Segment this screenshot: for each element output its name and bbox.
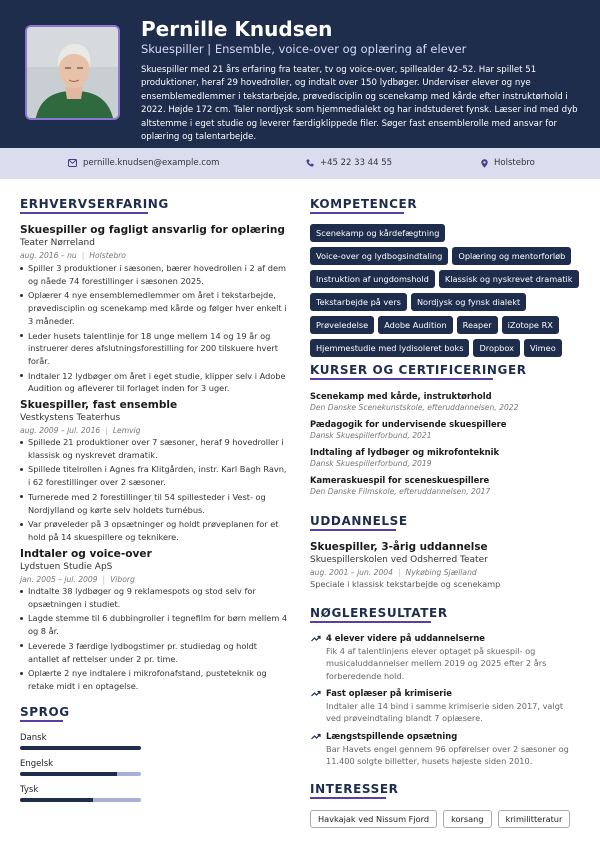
language-level-bar	[20, 798, 141, 802]
job-bullet: Spiller 3 produktioner i sæsonen, bærer hovedrollen i 2 af dem og nåede 74 forestillinger i sæsonen 2025.	[20, 262, 290, 287]
job-company: Teater Nørreland	[20, 238, 95, 248]
results-underline	[310, 621, 431, 623]
result-title: Fast oplæser på krimiserie	[326, 688, 452, 698]
skill-chip: Nordjysk og fynsk dialekt	[411, 293, 526, 311]
phone-text: +45 22 33 44 55	[320, 158, 393, 168]
course-title: Scenekamp med kårde, instruktørhold	[310, 391, 492, 401]
interests-underline	[310, 797, 386, 799]
language-name: Engelsk	[20, 759, 54, 769]
skill-chip: Reaper	[457, 316, 498, 334]
education-meta: aug. 2001 – jun. 2004 | Nykøbing Sjælland	[310, 568, 477, 577]
job-dates: jan. 2005 – jul. 2009	[20, 575, 98, 584]
contact-bar	[0, 148, 600, 179]
job-bullet: Leder husets talentlinje for 18 unge mellem 14 og 19 år og instruerer deres afslutningsforestilling for 200 tilskuere hvert forår.	[20, 330, 290, 368]
result-title: 4 elever videre på uddannelserne	[326, 633, 485, 643]
portrait-image	[27, 27, 120, 120]
skills-list	[310, 224, 585, 357]
skill-chip: Klassisk og nyskrevet dramatik	[439, 270, 579, 288]
job-bullet: Indtaler 12 lydbøger om året i eget studie, klipper selv i Adobe Audition og afleverer til forlaget inden for 3 uger.	[20, 370, 290, 395]
result-description: Indtaler alle 14 bind i samme krimiserie siden 2017, valgt ved prøveindtaling blandt 7 oplæsere.	[326, 701, 564, 724]
job-title: Skuespiller, fast ensemble	[20, 399, 178, 411]
job-location: Lemvig	[112, 426, 141, 435]
phone-icon	[306, 159, 314, 167]
course-provider: Den Danske Scenekunstskole, efteruddannelsen, 2022	[310, 403, 519, 412]
skill-chip: Prøveledelse	[310, 316, 374, 334]
profile-summary: Skuespiller med 21 års erfaring fra teater, tv og voice-over, spillealder 42–52. Har spillet 51 produktioner, heraf 29 hovedroller, og indtalt over 150 lydbøger. Underviser elever og nye ensemblemedlemmer i tekstarbejde, prøvedisciplin og scenekamp med kårde efter instruktørhold i 2022. Højde 172 cm. Taler nordjysk som hjemmedialekt og har indstuderet fynsk. Læser ind med dyb altstemme i eget studie og leverer færdigklippede filer. Søger fast ensemblerolle med ansvar for oplæring og talentarbejde.	[141, 65, 578, 143]
skill-chip: Vimeo	[524, 339, 562, 357]
mail-icon	[68, 159, 77, 167]
job-bullet: Leverede 3 færdige lydbogstimer pr. studiedag og holdt antallet af rettelser under 2 pr. time.	[20, 640, 290, 665]
job-bullet: Spillede titelrollen i Agnes fra Klitgården, instr. Karl Bagh Ravn, i 62 forestillinger over 2 sæsoner.	[20, 463, 290, 488]
trend-up-icon	[311, 634, 321, 642]
interests-heading: INTERESSER	[310, 782, 399, 796]
contact-email[interactable]	[68, 157, 219, 169]
result-title: Længstspillende opsætning	[326, 731, 458, 741]
skill-chip: Dropbox	[473, 339, 520, 357]
languages-heading: SPROG	[20, 705, 70, 719]
candidate-name: Pernille Knudsen	[141, 17, 333, 41]
interest-tag: korsang	[443, 810, 492, 828]
interest-tag: krimilitteratur	[498, 810, 571, 828]
experience-underline	[20, 212, 148, 214]
candidate-role: Skuespiller | Ensemble, voice-over og oplæring af elever	[141, 42, 467, 56]
skill-chip: Scenekamp og kårdefægtning	[310, 224, 445, 242]
job-company: Lydstuen Studie ApS	[20, 562, 113, 572]
course-provider: Dansk Skuespillerforbund, 2019	[310, 459, 432, 468]
job-location: Viborg	[110, 575, 135, 584]
skill-chip: Hjemmestudie med lydisoleret boks	[310, 339, 469, 357]
job-title: Indtaler og voice-over	[20, 548, 152, 560]
language-level-bar	[20, 746, 141, 750]
profile-photo	[25, 25, 120, 120]
course-title: Indtaling af lydbøger og mikrofonteknik	[310, 447, 500, 457]
education-degree: Skuespiller, 3-årig uddannelse	[310, 541, 488, 553]
result-description: Bar Havets engel gennem 96 opførelser over 2 sæsoner og 11.400 solgte billetter, husets højeste siden 2010.	[326, 744, 569, 767]
job-dates: aug. 2009 – jul. 2016	[20, 426, 101, 435]
skill-chip: Instruktion af ungdomshold	[310, 270, 435, 288]
job-bullets	[20, 436, 290, 546]
experience-heading: ERHVERVSERFARING	[20, 197, 169, 211]
trend-up-icon	[311, 689, 321, 697]
courses-underline	[310, 378, 493, 380]
courses-heading: KURSER OG CERTIFICERINGER	[310, 363, 527, 377]
education-description: Speciale i klassisk tekstarbejde og scenekamp	[310, 579, 501, 589]
job-meta: aug. 2016 – nu | Holstebro	[20, 251, 126, 260]
skill-chip: Oplæring og mentorforløb	[452, 247, 571, 265]
header	[0, 0, 600, 148]
email-text: pernille.knudsen@example.com	[83, 158, 220, 168]
language-level-fill	[20, 798, 93, 802]
skill-chip: Voice-over og lydbogsindtaling	[310, 247, 448, 265]
language-name: Tysk	[20, 785, 39, 795]
language-level-fill	[20, 746, 141, 750]
job-bullet: Oplærer 4 nye ensemblemedlemmer om året i tekstarbejde, prøvedisciplin og scenekamp med kårde og følger hver enkelt i 3 måneder.	[20, 289, 290, 327]
location-text: Holstebro	[494, 158, 535, 168]
job-bullets	[20, 262, 290, 397]
job-dates: aug. 2016 – nu	[20, 251, 77, 260]
job-title: Skuespiller og fagligt ansvarlig for oplæring	[20, 224, 285, 236]
course-title: Pædagogik for undervisende skuespillere	[310, 419, 507, 429]
job-bullet: Oplærte 2 nye indtalere i mikrofonafstand, pusteteknik og retake midt i en optagelse.	[20, 667, 290, 692]
education-underline	[310, 529, 396, 531]
interests-list	[310, 810, 570, 828]
education-school: Skuespillerskolen ved Odsherred Teater	[310, 555, 488, 565]
skill-chip: Adobe Audition	[378, 316, 452, 334]
language-level-fill	[20, 772, 117, 776]
location-pin-icon	[481, 159, 488, 168]
education-heading: UDDANNELSE	[310, 514, 408, 528]
job-location: Holstebro	[89, 251, 126, 260]
language-name: Dansk	[20, 733, 47, 743]
languages-underline	[20, 720, 63, 722]
course-title: Kameraskuespil for sceneskuespillere	[310, 475, 490, 485]
job-bullet: Turnerede med 2 forestillinger til 54 spillesteder i Vest- og Nordjylland og kørte selv holdets turnébus.	[20, 491, 290, 516]
skills-underline	[310, 212, 404, 214]
job-bullet: Lagde stemme til 6 dubbingroller i tegnefilm for børn mellem 4 og 8 år.	[20, 612, 290, 637]
results-heading: NØGLERESULTATER	[310, 606, 448, 620]
course-provider: Den Danske Filmskole, efteruddannelsen, 2017	[310, 487, 491, 496]
language-level-bar	[20, 772, 141, 776]
job-meta: aug. 2009 – jul. 2016 | Lemvig	[20, 426, 141, 435]
skill-chip: iZotope RX	[502, 316, 559, 334]
job-meta: jan. 2005 – jul. 2009 | Viborg	[20, 575, 135, 584]
job-bullets	[20, 585, 290, 695]
contact-phone[interactable]	[306, 157, 392, 169]
interest-tag: Havkajak ved Nissum Fjord	[310, 810, 437, 828]
course-provider: Dansk Skuespillerforbund, 2021	[310, 431, 432, 440]
education-dates: aug. 2001 – jun. 2004	[310, 568, 393, 577]
contact-location	[481, 157, 535, 169]
job-bullet: Spillede 21 produktioner over 7 sæsoner, heraf 9 hovedroller i klassisk og nyskrevet dramatik.	[20, 436, 290, 461]
skill-chip: Tekstarbejde på vers	[310, 293, 407, 311]
job-company: Vestkystens Teaterhus	[20, 413, 121, 423]
trend-up-icon	[311, 732, 321, 740]
job-bullet: Var prøveleder på 3 opsætninger og holdt prøveplanen for et hold på 14 skuespillere og teknikere.	[20, 518, 290, 543]
job-bullet: Indtalte 38 lydbøger og 9 reklamespots og stod selv for opsætningen i studiet.	[20, 585, 290, 610]
result-description: Fik 4 af talentlinjens elever optaget på skuespil- og musicaluddannelser mellem 2019 og 2025 efter 2 års forberedende hold.	[326, 646, 547, 681]
skills-heading: KOMPETENCER	[310, 197, 418, 211]
education-location: Nykøbing Sjælland	[405, 568, 477, 577]
